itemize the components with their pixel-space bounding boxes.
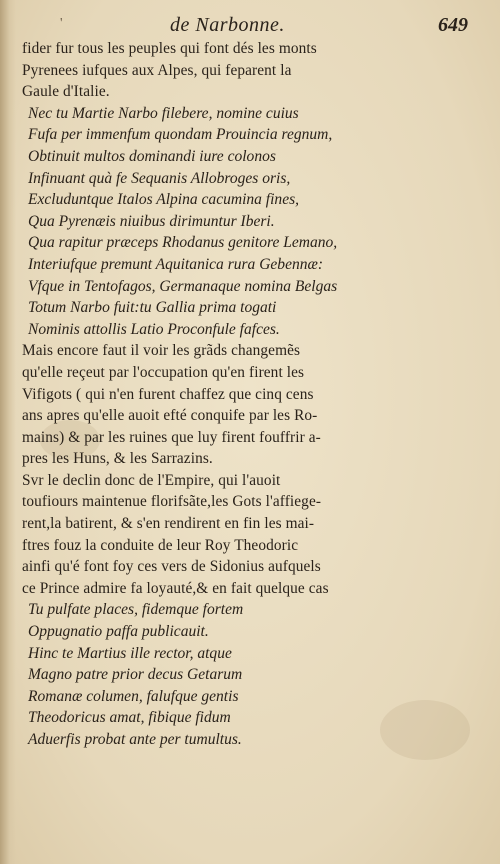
text-line: ans apres qu'elle auoit efté conquife par les Ro-: [22, 407, 318, 425]
verse-line: Aduerfis probat ante per tumultus.: [27, 731, 242, 748]
text-line: qu'elle reçeut par l'occupation qu'en firent les: [22, 363, 305, 381]
verse-line: Obtinuit multos dominandi iure colonos: [27, 147, 276, 165]
header-mark: ': [60, 16, 63, 31]
text-line: Gaule d'Italie.: [22, 83, 110, 101]
verse-line: Nec tu Martie Narbo filebere, nomine cuius: [27, 104, 299, 122]
running-header: [60, 14, 480, 38]
text-line: ce Prince admire fa loyauté,& en fait quelque cas: [22, 579, 329, 597]
verse-line: Fufa per immenfum quondam Prouincia regnum,: [27, 126, 333, 144]
verse-line: Qua rapitur præceps Rhodanus genitore Lemano,: [27, 234, 338, 252]
verse-line: Hinc te Martius ille rector, atque: [27, 644, 232, 662]
verse-line: Tu pulfate places, fidemque fortem: [27, 601, 244, 619]
verse-line: Vfque in Tentofagos, Germanaque nomina Belgas: [27, 277, 338, 295]
text-line: ainfi qu'é font foy ces vers de Sidonius aufquels: [22, 558, 321, 576]
verse-line: Excluduntque Italos Alpina cacumina fines,: [27, 191, 300, 209]
text-line: Pyrenees iufques aux Alpes, qui feparent la: [22, 61, 292, 79]
text-line: Mais encore faut il voir les grãds changemẽs: [22, 342, 301, 360]
text-line: fider fur tous les peuples qui font dés les monts: [22, 40, 317, 57]
text-line: rent,la batirent, & s'en rendirent en fin les mai-: [22, 515, 315, 533]
text-line: Vifigots ( qui n'en furent chaffez que cinq cens: [22, 385, 314, 403]
verse-line: Infinuant quà fe Sequanis Allobroges oris,: [27, 169, 291, 187]
verse-line: Oppugnatio paffa publicauit.: [27, 623, 209, 641]
page-number: 649: [438, 14, 468, 36]
verse-line: Totum Narbo fuit:tu Gallia prima togati: [27, 299, 277, 317]
text-line: pres les Huns, & les Sarrazins.: [22, 450, 213, 468]
running-title: de Narbonne.: [170, 14, 285, 36]
text-line: toufiours maintenue florifsãte,les Gots l'affiege-: [22, 493, 322, 511]
verse-line: Theodoricus amat, fibique fidum: [27, 709, 231, 727]
verse-line: Interiufque premunt Aquitanica rura Gebennæ:: [27, 255, 324, 273]
text-line: mains) & par les ruines que luy firent fouffrir a-: [22, 428, 321, 446]
verse-line: Romanæ columen, falufque gentis: [27, 687, 239, 705]
verse-line: Magno patre prior decus Getarum: [27, 666, 243, 684]
page-gutter: [0, 0, 16, 864]
verse-line: Nominis attollis Latio Proconfule fafces.: [27, 320, 280, 338]
text-line: Svr le declin donc de l'Empire, qui l'auoit: [22, 471, 281, 489]
verse-line: Qua Pyrenæis niuibus dirimuntur Iberi.: [27, 212, 275, 230]
text-line: ftres fouz la conduite de leur Roy Theodoric: [22, 536, 299, 554]
page-body: [22, 38, 480, 751]
